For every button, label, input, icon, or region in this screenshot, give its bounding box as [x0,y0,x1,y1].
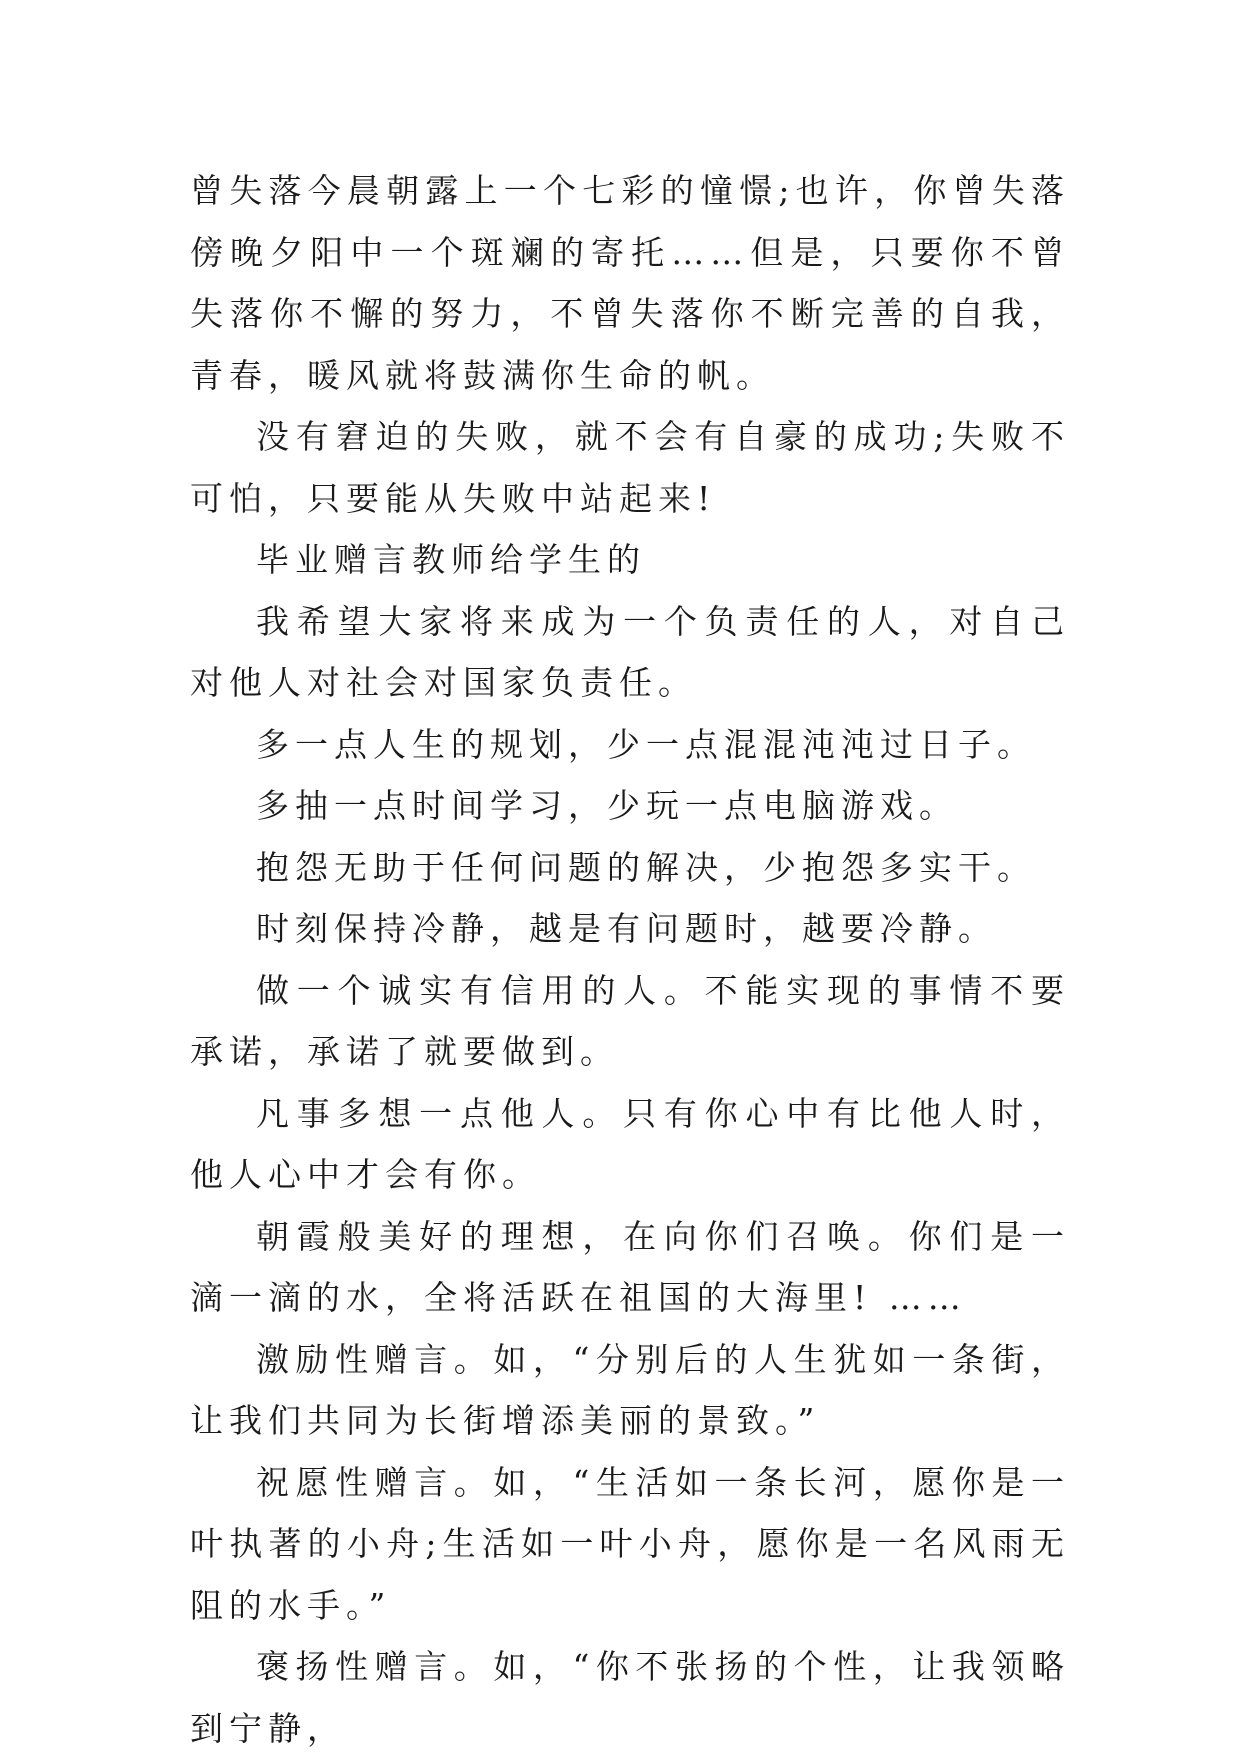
section-heading: 毕业赠言教师给学生的 [256,540,646,579]
paragraph-2: 没有窘迫的失败，就不会有自豪的成功;失败不可怕，只要能从失败中站起来! [190,417,1070,518]
paragraph-7: 抱怨无助于任何问题的解决，少抱怨多实干。 [256,847,1036,887]
paragraph-10: 凡事多想一点他人。只有你心中有比他人时，他人心中才会有你。 [190,1093,1070,1194]
paragraph-4: 我希望大家将来成为一个负责任的人，对自己对他人对社会对国家负责任。 [190,601,1070,702]
paragraph-1: 曾失落今晨朝露上一个七彩的憧憬;也许，你曾失落傍晚夕阳中一个斑斓的寄托……但是，只要你不曾失落你不懈的努力，不曾失落你不断完善的自我，青春，暖风就将鼓满你生命的帆。 [190,171,1070,395]
paragraph-12: 激励性赠言。如，“分别后的人生犹如一条街，让我们共同为长街增添美丽的景致。” [190,1339,1070,1440]
paragraph-6: 多抽一点时间学习，少玩一点电脑游戏。 [256,786,958,825]
paragraph-8: 时刻保持冷静，越是有问题时，越要冷静。 [256,909,997,948]
paragraph-9: 做一个诚实有信用的人。不能实现的事情不要承诺，承诺了就要做到。 [190,970,1070,1071]
paragraph-11: 朝霞般美好的理想，在向你们召唤。你们是一滴一滴的水，全将活跃在祖国的大海里! …… [190,1216,1070,1317]
document-body [190,160,1070,1759]
paragraph-13: 祝愿性赠言。如，“生活如一条长河，愿你是一叶执著的小舟;生活如一叶小舟，愿你是一名风雨无阻的水手。” [190,1462,1070,1625]
paragraph-14: 褒扬性赠言。如，“你不张扬的个性，让我领略到宁静， [190,1647,1070,1748]
paragraph-5: 多一点人生的规划，少一点混混沌沌过日子。 [256,724,1036,764]
